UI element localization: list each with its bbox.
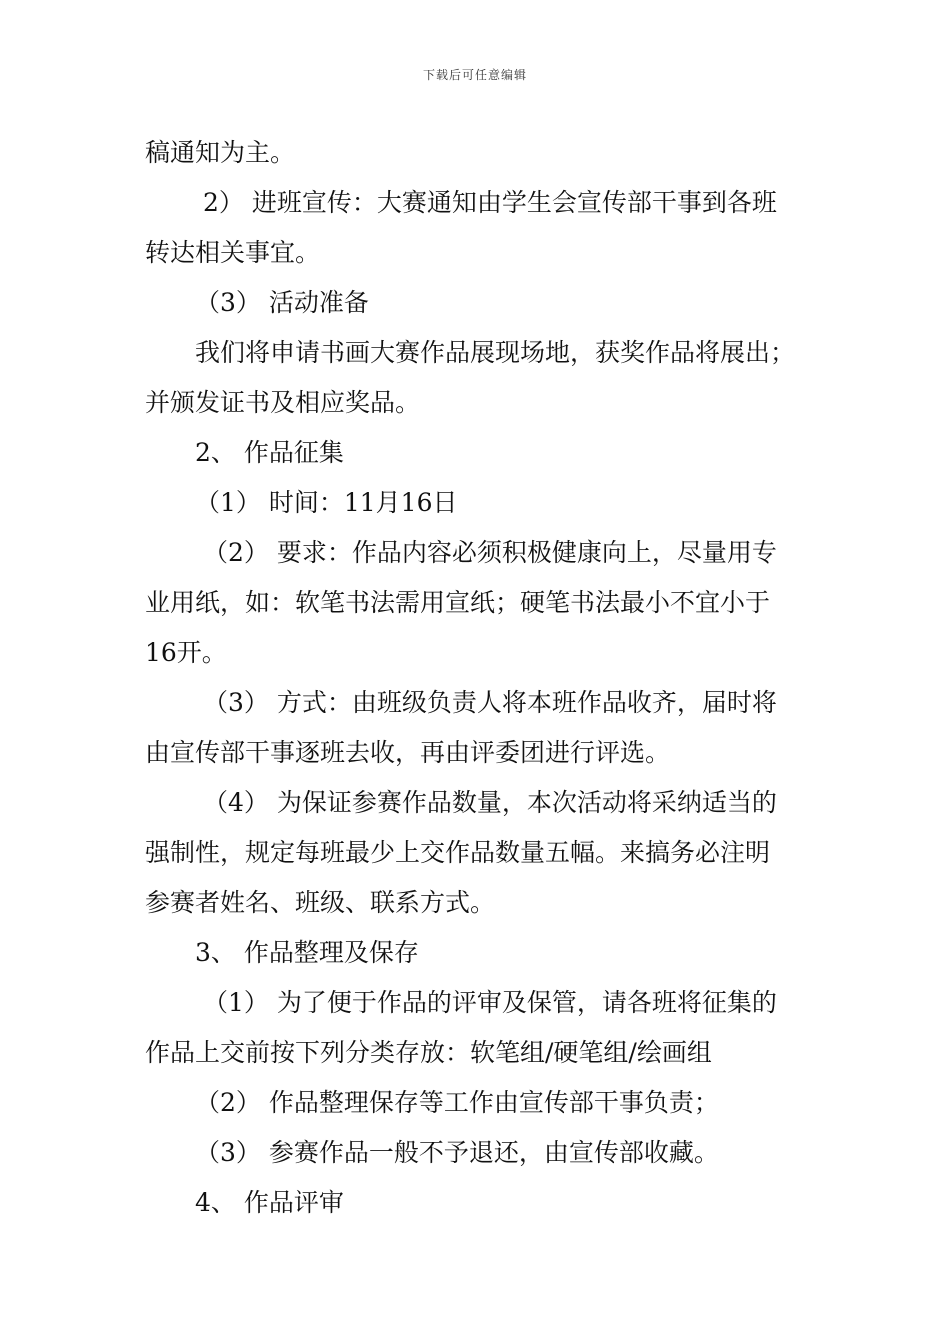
paragraph-line: 由宣传部干事逐班去收，再由评委团进行评选。 — [145, 738, 671, 767]
document-body — [145, 128, 825, 1228]
paragraph-line: 业用纸，如：软笔书法需用宣纸；硬笔书法最小不宜小于 — [145, 588, 771, 617]
paragraph-line: 2、 作品征集 — [195, 438, 344, 467]
paragraph-line: 4、 作品评审 — [195, 1188, 344, 1217]
paragraph-line: 2） 进班宣传：大赛通知由学生会宣传部干事到各班 — [203, 188, 777, 217]
paragraph-line: 稿通知为主。 — [145, 138, 296, 167]
paragraph-line: 16开。 — [145, 638, 227, 667]
paragraph-line: 强制性，规定每班最少上交作品数量五幅。来搞务必注明 — [145, 838, 771, 867]
page-header: 下载后可任意编辑 — [422, 68, 527, 82]
paragraph-line: （1） 时间：11月16日 — [195, 488, 458, 517]
paragraph-line: 3、 作品整理及保存 — [195, 938, 419, 967]
paragraph-line: 作品上交前按下列分类存放：软笔组/硬笔组/绘画组 — [145, 1038, 712, 1067]
paragraph-line: 转达相关事宜。 — [145, 238, 321, 267]
paragraph-line: （1） 为了便于作品的评审及保管，请各班将征集的 — [203, 988, 777, 1017]
paragraph-line: （3） 活动准备 — [195, 288, 369, 317]
paragraph-line: 我们将申请书画大赛作品展现场地，获奖作品将展出； — [195, 338, 796, 367]
paragraph-line: （3） 方式：由班级负责人将本班作品收齐，届时将 — [203, 688, 777, 717]
paragraph-line: 并颁发证书及相应奖品。 — [145, 388, 421, 417]
paragraph-line: （4） 为保证参赛作品数量，本次活动将采纳适当的 — [203, 788, 777, 817]
paragraph-line: （2） 作品整理保存等工作由宣传部干事负责； — [195, 1088, 719, 1117]
paragraph-line: （2） 要求：作品内容必须积极健康向上，尽量用专 — [203, 538, 777, 567]
paragraph-line: 参赛者姓名、班级、联系方式。 — [145, 888, 496, 917]
paragraph-line: （3） 参赛作品一般不予退还，由宣传部收藏。 — [195, 1138, 719, 1167]
